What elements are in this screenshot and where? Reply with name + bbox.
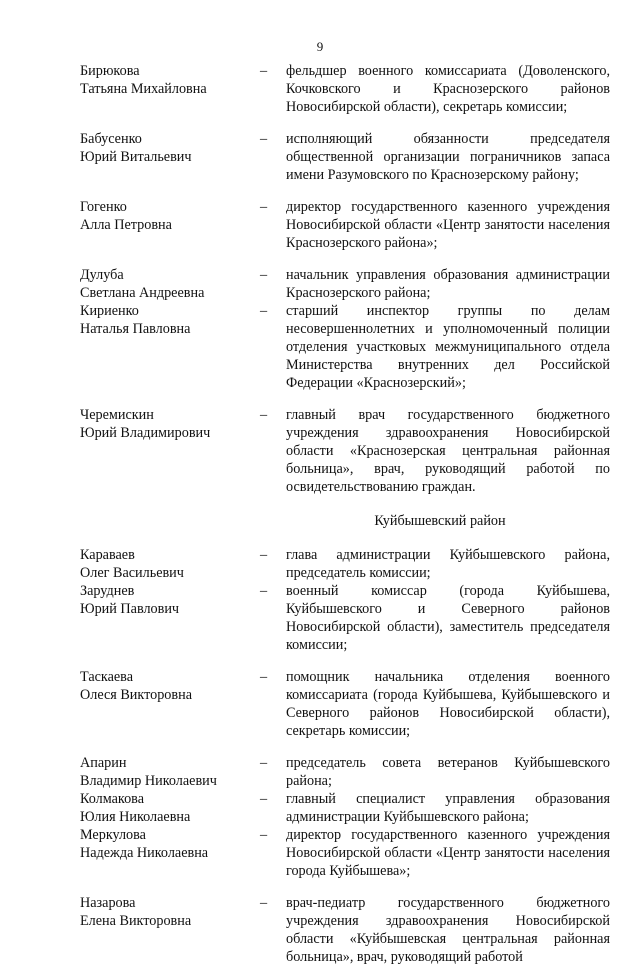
member-name <box>80 668 260 740</box>
member-entry <box>80 302 610 392</box>
member-surname: Кириенко <box>80 303 139 319</box>
member-given-names: Наталья Павловна <box>80 321 191 337</box>
member-given-names: Татьяна Михайловна <box>80 81 207 97</box>
member-name <box>80 62 260 116</box>
dash-separator: – <box>260 755 268 771</box>
member-surname: Гогенко <box>80 199 127 215</box>
member-surname: Караваев <box>80 547 135 563</box>
member-entry <box>80 790 610 826</box>
member-role: директор государственного казенного учреждения Новосибирской области «Центр занятости населения города Куйбышева»; <box>286 827 610 879</box>
member-surname: Бабусенко <box>80 131 142 147</box>
member-given-names: Юрий Витальевич <box>80 149 192 165</box>
member-entry <box>80 406 610 496</box>
member-given-names: Юрий Павлович <box>80 601 180 617</box>
member-role: директор государственного казенного учреждения Новосибирской области «Центр занятости населения Краснозерского района»; <box>286 199 610 251</box>
dash-separator: – <box>260 895 268 911</box>
member-given-names: Юрий Владимирович <box>80 425 211 441</box>
member-name <box>80 302 260 392</box>
member-role: начальник управления образования администрации Краснозерского района; <box>286 267 610 301</box>
member-name <box>80 826 260 880</box>
section-title: Куйбышевский район <box>374 513 506 529</box>
member-given-names: Алла Петровна <box>80 217 172 233</box>
member-given-names: Владимир Николаевич <box>80 773 217 789</box>
member-given-names: Юлия Николаевна <box>80 809 191 825</box>
dash-separator: – <box>260 303 268 319</box>
member-entry <box>80 668 610 740</box>
member-role: старший инспектор группы по делам несовершеннолетних и уполномоченный полиции отделения участковых межмуниципального отдела Министерства внутренних дел Российской Федерации «Краснозерский»; <box>286 303 610 391</box>
member-role: фельдшер военного комиссариата (Доволенского, Кочковского и Краснозерского районов Новосибирской области), секретарь комиссии; <box>286 63 610 115</box>
dash-separator: – <box>260 267 268 283</box>
member-given-names: Светлана Андреевна <box>80 285 205 301</box>
member-role: помощник начальника отделения военного комиссариата (города Куйбышева, Куйбышевского и Северного районов Новосибирской области), секретарь комиссии; <box>286 669 610 739</box>
dash-separator: – <box>260 827 268 843</box>
member-given-names: Надежда Николаевна <box>80 845 209 861</box>
member-role: исполняющий обязанности председателя общественной организации пограничников запаса имени Разумовского по Краснозерскому району; <box>286 131 610 183</box>
member-role: военный комиссар (города Куйбышева, Куйбышевского и Северного районов Новосибирской области), заместитель председателя комиссии; <box>286 583 610 653</box>
member-name <box>80 546 260 582</box>
member-entry <box>80 198 610 252</box>
member-name <box>80 198 260 252</box>
member-name <box>80 266 260 302</box>
dash-separator: – <box>260 669 268 685</box>
member-name <box>80 130 260 184</box>
dash-separator: – <box>260 407 268 423</box>
member-surname: Бирюкова <box>80 63 140 79</box>
member-surname: Дулуба <box>80 267 124 283</box>
member-name <box>80 582 260 654</box>
member-name <box>80 754 260 790</box>
member-given-names: Олег Васильевич <box>80 565 184 581</box>
dash-separator: – <box>260 583 268 599</box>
member-entry <box>80 546 610 582</box>
member-role: главный врач государственного бюджетного учреждения здравоохранения Новосибирской области «Краснозерская центральная районная больница», врач, руководящий работой по освидетельствованию граждан. <box>286 407 610 495</box>
member-role: врач-педиатр государственного бюджетного учреждения здравоохранения Новосибирской области «Куйбышевская центральная районная больница», врач, руководящий работой <box>286 895 610 965</box>
dash-separator: – <box>260 199 268 215</box>
member-surname: Назарова <box>80 895 136 911</box>
member-surname: Черемискин <box>80 407 154 423</box>
dash-separator: – <box>260 547 268 563</box>
dash-separator: – <box>260 63 268 79</box>
member-entry <box>80 266 610 302</box>
member-given-names: Олеся Викторовна <box>80 687 192 703</box>
member-entry <box>80 62 610 116</box>
member-surname: Колмакова <box>80 791 144 807</box>
member-role: глава администрации Куйбышевского района, председатель комиссии; <box>286 547 610 581</box>
member-surname: Меркулова <box>80 827 146 843</box>
member-entry <box>80 826 610 880</box>
member-surname: Апарин <box>80 755 127 771</box>
member-name <box>80 406 260 496</box>
member-list-krasnozersky <box>80 62 610 496</box>
page-number: 9 <box>316 39 324 54</box>
member-role: председатель совета ветеранов Куйбышевского района; <box>286 755 610 789</box>
member-name <box>80 790 260 826</box>
member-role: главный специалист управления образования администрации Куйбышевского района; <box>286 791 610 825</box>
member-list-kuibyshevsky <box>80 546 610 966</box>
member-given-names: Елена Викторовна <box>80 913 192 929</box>
dash-separator: – <box>260 131 268 147</box>
member-surname: Таскаева <box>80 669 133 685</box>
member-entry <box>80 754 610 790</box>
member-surname: Заруднев <box>80 583 135 599</box>
dash-separator: – <box>260 791 268 807</box>
member-entry <box>80 130 610 184</box>
member-entry <box>80 582 610 654</box>
commission-list <box>80 62 610 966</box>
